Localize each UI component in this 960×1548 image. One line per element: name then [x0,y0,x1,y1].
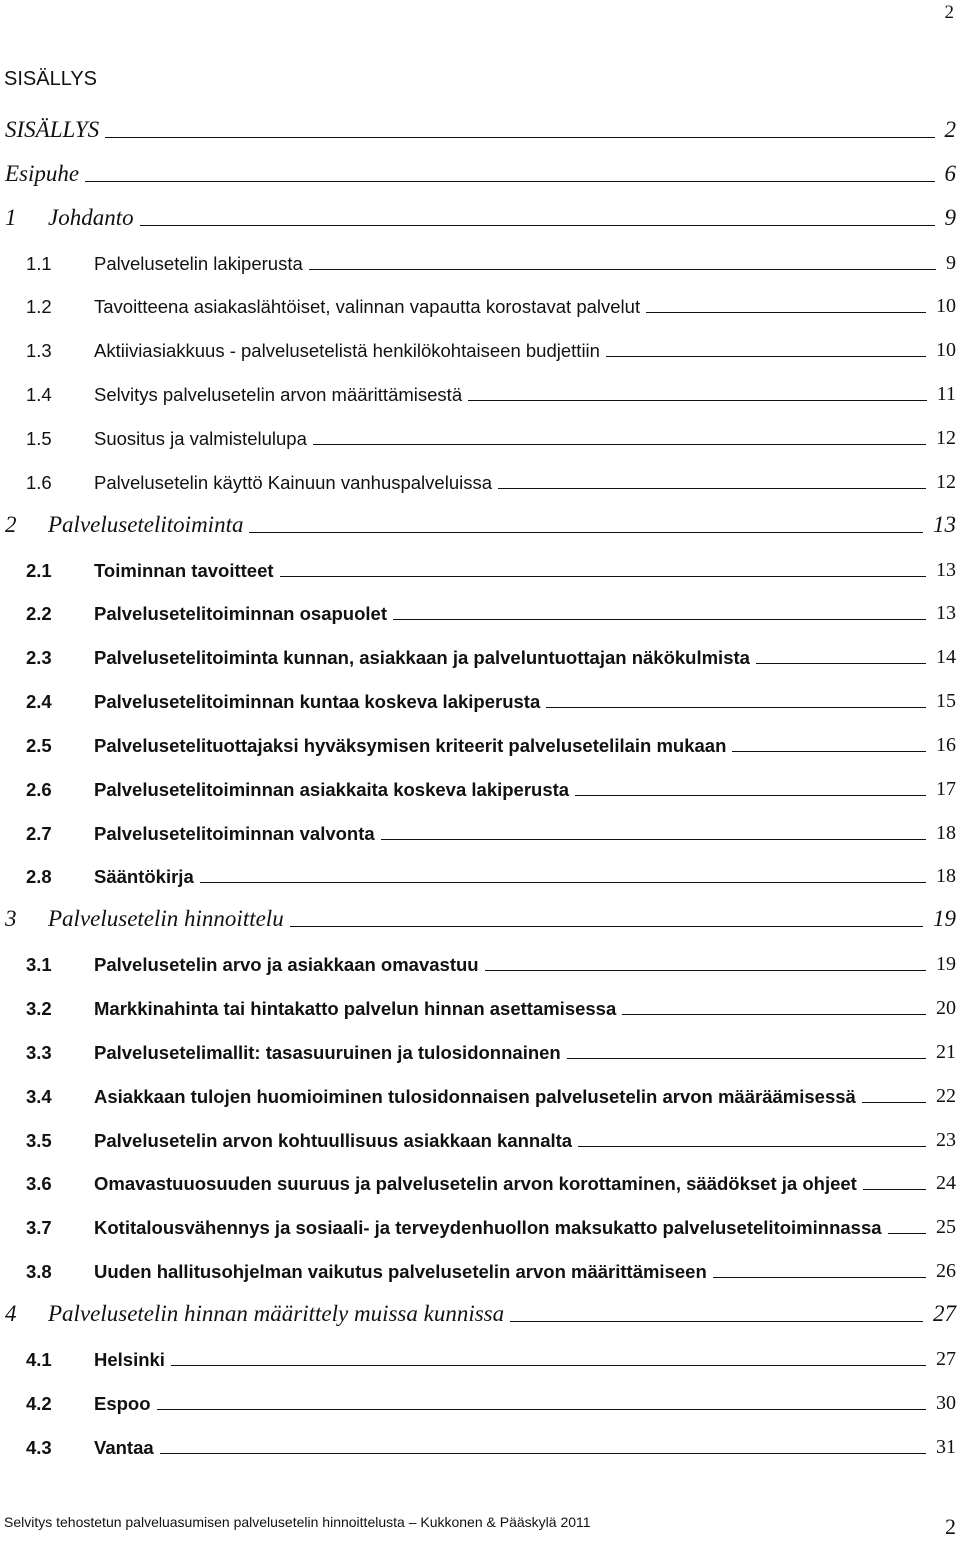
toc-leader-line [313,444,926,445]
toc-entry-number: 3.5 [26,1129,52,1151]
toc-leader-line [646,312,926,313]
toc-entry-page: 27 [933,1300,956,1326]
toc-entry[interactable] [0,853,960,893]
toc-leader-line [546,707,926,708]
toc-entry-number: 4 [5,1300,17,1326]
toc-entry[interactable] [0,240,960,280]
toc-entry-number: 1.5 [26,427,52,449]
toc-entry[interactable] [0,503,960,543]
toc-entry[interactable] [0,722,960,762]
toc-entry[interactable] [0,327,960,367]
toc-entry-title: Palvelusetelin arvo ja asiakkaan omavastuu [94,954,479,976]
toc-entry-page: 11 [936,383,956,406]
toc-entry[interactable] [0,196,960,236]
toc-entry-number: 2.5 [26,734,52,756]
toc-entry-title: Omavastuuosuuden suuruus ja palvelusetelin arvon korottaminen, säädökset ja ohjeet [94,1173,857,1195]
toc-entry[interactable] [0,1029,960,1069]
toc-entry-title: Johdanto [48,204,134,230]
toc-leader-line [485,970,926,971]
toc-entry-title: Tavoitteena asiakaslähtöiset, valinnan vapautta korostavat palvelut [94,296,641,318]
toc-entry-number: 2.2 [26,603,52,625]
toc-entry-number: 4.1 [26,1348,52,1370]
toc-entry-page: 31 [936,1435,956,1458]
toc-leader-line [160,1453,926,1454]
page-number-top: 2 [944,2,954,23]
toc-entry-title: Palvelusetelitoiminnan kuntaa koskeva lakiperusta [94,691,541,713]
toc-entry[interactable] [0,985,960,1025]
toc-leader-line [140,225,935,226]
toc-entry-number: 1.2 [26,296,52,318]
toc-leader-line [85,181,935,182]
toc-entry[interactable] [0,371,960,411]
toc-entry-page: 18 [936,865,956,888]
toc-leader-line [863,1189,926,1190]
toc-leader-line [862,1102,926,1103]
toc-entry-number: 1.1 [26,252,52,274]
toc-entry-page: 10 [936,295,956,318]
toc-entry-number: 2 [5,511,17,537]
toc-entry-page: 22 [936,1084,956,1107]
toc-entry-title: Palvelusetelin käyttö Kainuun vanhuspalveluissa [94,471,493,493]
toc-entry-page: 12 [936,470,956,493]
toc-entry-title: Uuden hallitusohjelman vaikutus palvelusetelin arvon määrittämiseen [94,1261,707,1283]
toc-entry-number: 3.7 [26,1217,52,1239]
toc-leader-line [888,1233,926,1234]
toc-entry-title: SISÄLLYS [5,117,100,142]
toc-entry-page: 14 [936,646,956,669]
toc-entry[interactable] [0,415,960,455]
toc-entry[interactable] [0,152,960,192]
toc-entry-title: Asiakkaan tulojen huomioiminen tulosidonnaisen palvelusetelin arvon määräämisessä [94,1085,856,1107]
toc-leader-line [200,882,926,883]
toc-entry-title: Palvelusetelitoiminnan asiakkaita koskeva lakiperusta [94,778,570,800]
toc-entry[interactable] [0,1073,960,1113]
toc-entry-title: Markkinahinta tai hintakatto palvelun hinnan asettamisessa [94,998,617,1019]
toc-entry[interactable] [0,108,960,148]
toc-entry[interactable] [0,1336,960,1376]
toc-entry[interactable] [0,1117,960,1157]
toc-entry-title: Toiminnan tavoitteet [94,559,274,581]
toc-leader-line [498,488,926,489]
toc-entry-number: 3.4 [26,1085,52,1107]
toc-entry-page: 18 [936,821,956,844]
toc-entry-number: 3 [5,906,17,932]
toc-entry-title: Palvelusetelin hinnoittelu [48,906,284,932]
toc-leader-line [468,400,927,401]
toc-entry-number: 2.3 [26,647,52,669]
toc-entry-page: 13 [936,558,956,581]
toc-entry-title: Palvelusetelin lakiperusta [94,252,303,274]
toc-entry[interactable] [0,547,960,587]
toc-entry-page: 19 [936,953,956,976]
toc-entry-page: 24 [936,1172,956,1195]
toc-entry-title: Helsinki [94,1348,165,1370]
toc-entry-number: 2.7 [26,822,52,844]
toc-entry[interactable] [0,1292,960,1332]
toc-entry-page: 9 [946,251,956,274]
toc-entry[interactable] [0,766,960,806]
toc-entry[interactable] [0,1248,960,1288]
toc-leader-line [157,1409,926,1410]
toc-entry[interactable] [0,810,960,850]
toc-leader-line [578,1146,926,1147]
toc-entry[interactable] [0,634,960,674]
toc-leader-line [732,751,926,752]
toc-entry-page: 20 [936,997,956,1019]
toc-entry-page: 12 [936,426,956,449]
toc-entry[interactable] [0,1424,960,1464]
toc-entry-title: Palvelusetelitoiminnan valvonta [94,822,375,844]
toc-entry-page: 30 [936,1391,956,1414]
toc-entry-title: Palvelusetelitoiminta [48,511,244,537]
toc-leader-line [105,137,935,138]
toc-entry-page: 23 [936,1128,956,1151]
toc-entry-title: Palvelusetelimallit: tasasuuruinen ja tulosidonnainen [94,1041,561,1063]
toc-entry-page: 17 [936,777,956,800]
toc-entry-number: 2.4 [26,691,52,713]
toc-entry-number: 1 [5,204,17,230]
toc-entry-page: 27 [936,1347,956,1370]
toc-entry-number: 4.3 [26,1436,52,1458]
toc-leader-line [510,1321,923,1322]
toc-entry-page: 16 [936,733,956,756]
toc-entry-number: 2.1 [26,559,52,581]
toc-leader-line [249,532,923,533]
toc-entry[interactable] [0,283,960,323]
toc-entry-page: 13 [936,602,956,625]
toc-entry-title: Esipuhe [5,160,80,186]
toc-leader-line [381,839,926,840]
toc-heading: SISÄLLYS [4,68,98,90]
toc-entry-title: Palvelusetelitoiminta kunnan, asiakkaan ja palveluntuottajan näkökulmista [94,647,750,669]
toc-entry[interactable] [0,1380,960,1420]
toc-entry-page: 6 [944,160,956,186]
toc-leader-line [622,1014,926,1015]
toc-entry-page: 19 [933,906,956,932]
toc-leader-line [309,269,936,270]
toc-entry-number: 3.2 [26,998,52,1019]
toc-entry-number: 1.3 [26,340,52,362]
toc-entry-title: Palvelusetelin arvon kohtuullisuus asiakkaan kannalta [94,1129,573,1151]
toc-entry-number: 3.3 [26,1041,52,1063]
toc-entry-title: Suositus ja valmistelulupa [94,427,307,449]
toc-entry-page: 21 [936,1040,956,1063]
toc-entry[interactable] [0,1204,960,1244]
toc-leader-line [567,1058,926,1059]
toc-entry-number: 2.6 [26,778,52,800]
toc-entry-title: Palvelusetelin hinnan määrittely muissa kunnissa [48,1300,505,1326]
toc-entry-title: Palvelusetelituottajaksi hyväksymisen kriteerit palvelusetelilain mukaan [94,734,727,756]
toc-entry-title: Sääntökirja [94,866,194,888]
toc-entry[interactable] [0,897,960,937]
toc-entry-title: Aktiiviasiakkuus - palvelusetelistä henkilökohtaiseen budjettiin [94,340,600,362]
toc-leader-line [756,663,926,664]
toc-entry-page: 13 [933,511,956,537]
toc-entry-number: 1.4 [26,384,52,406]
toc-entry[interactable] [0,459,960,499]
toc-entry[interactable] [0,678,960,718]
toc-entry-page: 10 [936,339,956,362]
toc-entry[interactable] [0,590,960,630]
toc-entry-page: 9 [944,204,956,230]
toc-entry-number: 3.6 [26,1173,52,1195]
toc-entry-title: Kotitalousvähennys ja sosiaali- ja terveydenhuollon maksukatto palvelusetelitoiminnassa [94,1217,882,1239]
toc-leader-line [393,619,926,620]
toc-entry[interactable] [0,941,960,981]
toc-entry[interactable] [0,1160,960,1200]
footer-text: Selvitys tehostetun palveluasumisen palvelusetelin hinnoittelusta – Kukkonen & Pääskylä 2011 [4,1514,591,1530]
toc-entry-title: Vantaa [94,1436,154,1458]
toc-entry-page: 15 [936,690,956,713]
toc-entry-page: 25 [936,1216,956,1239]
toc-leader-line [280,576,926,577]
toc-leader-line [713,1277,926,1278]
toc-leader-line [290,926,923,927]
toc-entry-number: 2.8 [26,866,52,888]
toc-leader-line [606,356,926,357]
toc-entry-title: Espoo [94,1392,151,1414]
footer-page-number: 2 [945,1514,956,1539]
toc-entry-number: 1.6 [26,471,52,493]
toc-entry-page: 2 [944,117,956,142]
toc-entry-number: 3.8 [26,1261,52,1283]
toc-entry-number: 3.1 [26,954,52,976]
toc-leader-line [575,795,926,796]
toc-leader-line [171,1365,926,1366]
toc-entry-title: Selvitys palvelusetelin arvon määrittämisestä [94,384,463,406]
toc-entry-page: 26 [936,1260,956,1283]
toc-entry-title: Palvelusetelitoiminnan osapuolet [94,603,387,625]
toc-entry-number: 4.2 [26,1392,52,1414]
